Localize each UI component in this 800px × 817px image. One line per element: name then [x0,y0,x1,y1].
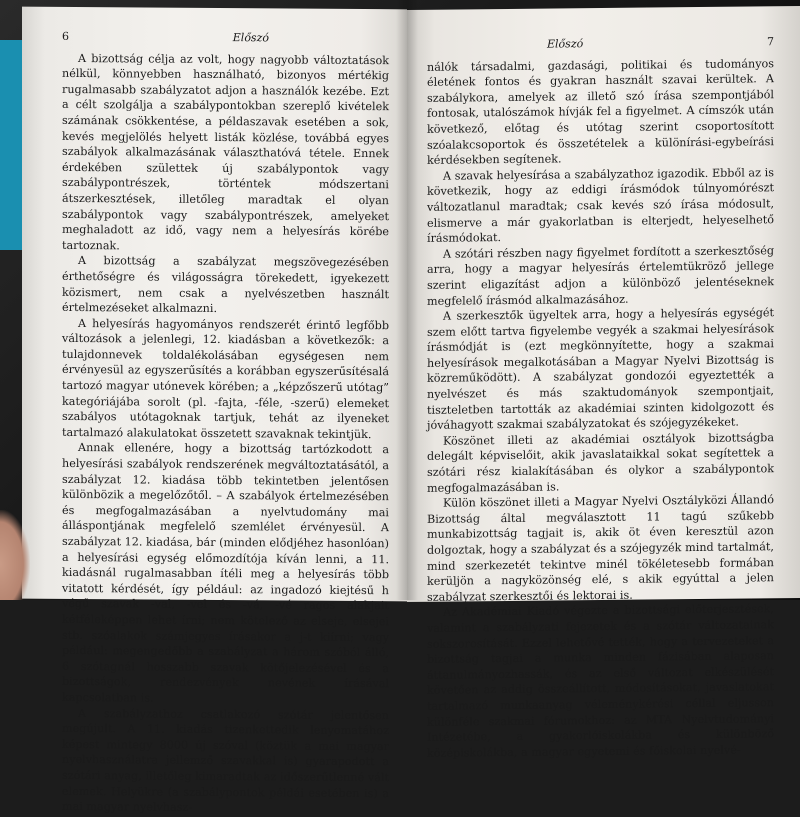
right-paragraph-5: Köszönet illeti az akadémiai osztályok bizottságba delegált képviselőit, akik javaslataikkal sokat segítettek a szótári rész kialakításában és olykor a szabálypontok megfogalmazásában is. [427,431,774,495]
left-page-header [62,29,389,47]
right-paragraph-2: A szavak helyesírása a szabályzathoz igazodik. Ebből az is következik, hogy az eddigi írásmódok túlnyomórészt változatlanul maradtak; csak kevés szó írása módosult, elismerve a már gyakorlatban is elterjedt, helyeselhető írásmódokat. [427,165,774,245]
holding-thumb [0,510,30,600]
left-paragraph-1: A bizottság célja az volt, hogy nagyobb változtatások nélkül, könnyebben használható, bizonyos mértékig rugalmasabb szabályzatot adjon a használók kezébe. Ezt a célt szolgálja a szabálypontokban szereplő kivételek számának csökkentése, a példaszavak esetében a sok, kevés megjelölés helyett listák közlése, továbbá egyes szabályok alkalmazásának választhatóvá tétele. Ennek érdekében születtek új szabálypontok vagy szabálypontrészek, történtek módszertani átszerkesztések, illetőleg maradtak el olyan szabálypontok vagy szabálypontrészek, amelyeket meghaladott az idő, vagy nem a helyesírás körébe tartoznak. [62,51,389,253]
right-page-number: 7 [767,35,774,49]
left-paragraph-3: A helyesírás hagyományos rendszerét érintő legfőbb változások a jelenlegi, 12. kiadásban a következők: a tulajdonnevek toldalékolásában egységesen nem érvényesül az egyszerűsítés a korábban egyszerűsítésalá tartozó magyar utónevek körében; a „képzőszerű utótag” kategóriájába sorolt (pl. -fajta, -féle, -szerű) elemeket szabályos utótagoknak tartjuk, tehát az ilyeneket tartalmazó alakulatokat összetett szavaknak tekintjük. [62,316,389,441]
right-paragraph-6: Külön köszönet illeti a Magyar Nyelvi Osztályközi Állandó Bizottság által megválasztott 11 tagú szűkebb munkabizottság tagjait is, akik öt éven keresztül azon dolgoztak, hogy a szabályzat és a szójegyzék mind tartalmát, mind szerkezetét tekintve minél tökéletesebb formában kerüljön a nagyközönség elé, s akik egyúttal a jelen szabályzat szerkesztői és lektorai is. [427,493,774,604]
right-page [407,6,800,760]
right-paragraph-3: A szótári részben nagy figyelmet fordított a szerkesztőség arra, hogy a magyar helyesírás értelemtükröző jellege szerint eligazítást adjon a különböző jelentéseknek megfelelő írásmód alkalmazásához. [427,243,774,308]
right-paragraph-7: Az Akadémiai Kiadó végezte a bizottsági előterjesztések, valamint a szabályzati fejezetek és a szótár változatainak sokszorosítását. Ezzel lehetővé tették, hogy a tervezeteket a bizottság tagjai a munka minden fázisában alaposan áttanulmányozhassák, és az első változat elkészülését követően az addig összeállított, módosításokat, javaslatokat tartalmazó munkaanyag véleménykérési céllal eljusson különféle szakmai fórumokhoz: az MTA Nyelvtudományi Intézetébe, a gyakorlóiskolákba és különböző középiskolákba, a magyar egyetemi és főiskolai nyelvé- [427,602,774,760]
left-paragraph-5: A szabályzathoz csatlakozó szótár jelentősen megújult. A 11. kiadás tizenkettedik lenyomatához képest mintegy 8000 új szóval (köztük a mai magyar nyelvhasználatra jellemző szavakkal is) gyarapodott a szótári anyag, illetőleg kimaradtak az időszerűtlenné vált elemek. Helyükre (a szabálypontok példái esetében is) a mai magyar nyelvhasz- [62,706,389,814]
right-paragraph-4: A szerkesztők ügyeltek arra, hogy a helyesírás egységét szem előtt tartva figyelembe vegyék a szakmai helyesírások írásmódját is (ezt megkönnyítette, hogy a szakmai helyesírások megalkotásában a Magyar Nyelvi Bizottság is közreműködött). A szabályzat gondozói egyeztették a nyelvészet és más szaktudományok szempontjait, tiszteletben tartották az akadémiai szinten kidolgozott és jóváhagyott szakmai szabályzatokat és szójegyzékeket. [427,306,774,433]
right-running-title: Előszó [547,37,584,51]
book-cover-edge [0,40,22,250]
left-page [22,7,407,814]
left-running-title: Előszó [232,31,269,45]
left-page-number: 6 [62,29,69,43]
left-paragraph-2: A bizottság a szabályzat megszövegezésében érthetőségre és világosságra törekedett, igyekezett közismert, nem csak a nyelvészetben használt értelmezéseket alkalmazni. [62,254,389,316]
right-paragraph-1: nálók társadalmi, gazdasági, politikai és tudományos életének fontos és gyakran használt szavai kerültek. A szabálykora, amelyek az illető szó írása szempontjából fontosak, utalószámok hívják fel a figyelmet. A címszók után következő, előtag és utótag szerint csoportosított szóalakcsoportok és összetételek a különírási-egybeírási kérdésekben segítenek. [427,56,774,168]
left-paragraph-4: Annak ellenére, hogy a bizottság tartózkodott a helyesírási szabályok rendszerének megváltoztatásától, a szabályzat 12. kiadása több tekintetben jelentősen különbözik a megelőzőtől. – A szabályok értelmezésében és megfogalmazásában a nyelvtudomány mai álláspontjának megfelelő szemlélet érvényesül. A szabályzat 12. kiadása, bár (minden elődjéhez hasonlóan) a helyesírási egység előmozdítója kíván lenni, a 11. kiadásnál rugalmasabban ítéli meg a helyesírás több vitatott kérdését, így például: az ingadozó kiejtésű h végű szavak -val, -vel és -vá, -vé ragos alakjait kétféleképpen lehet írni; nem kötelező az elseje, elsejei stb. szóalakok számjegyes írásakor a j-t kiírni; vagy például: megengedőbb a szabályzat a három szóból álló, 6 szótagnál hosszabb szavak kötőjelezésével és a bizottságok, rendezvények nevének írásával kapcsolatban is. [62,441,389,705]
right-page-header [427,34,774,53]
